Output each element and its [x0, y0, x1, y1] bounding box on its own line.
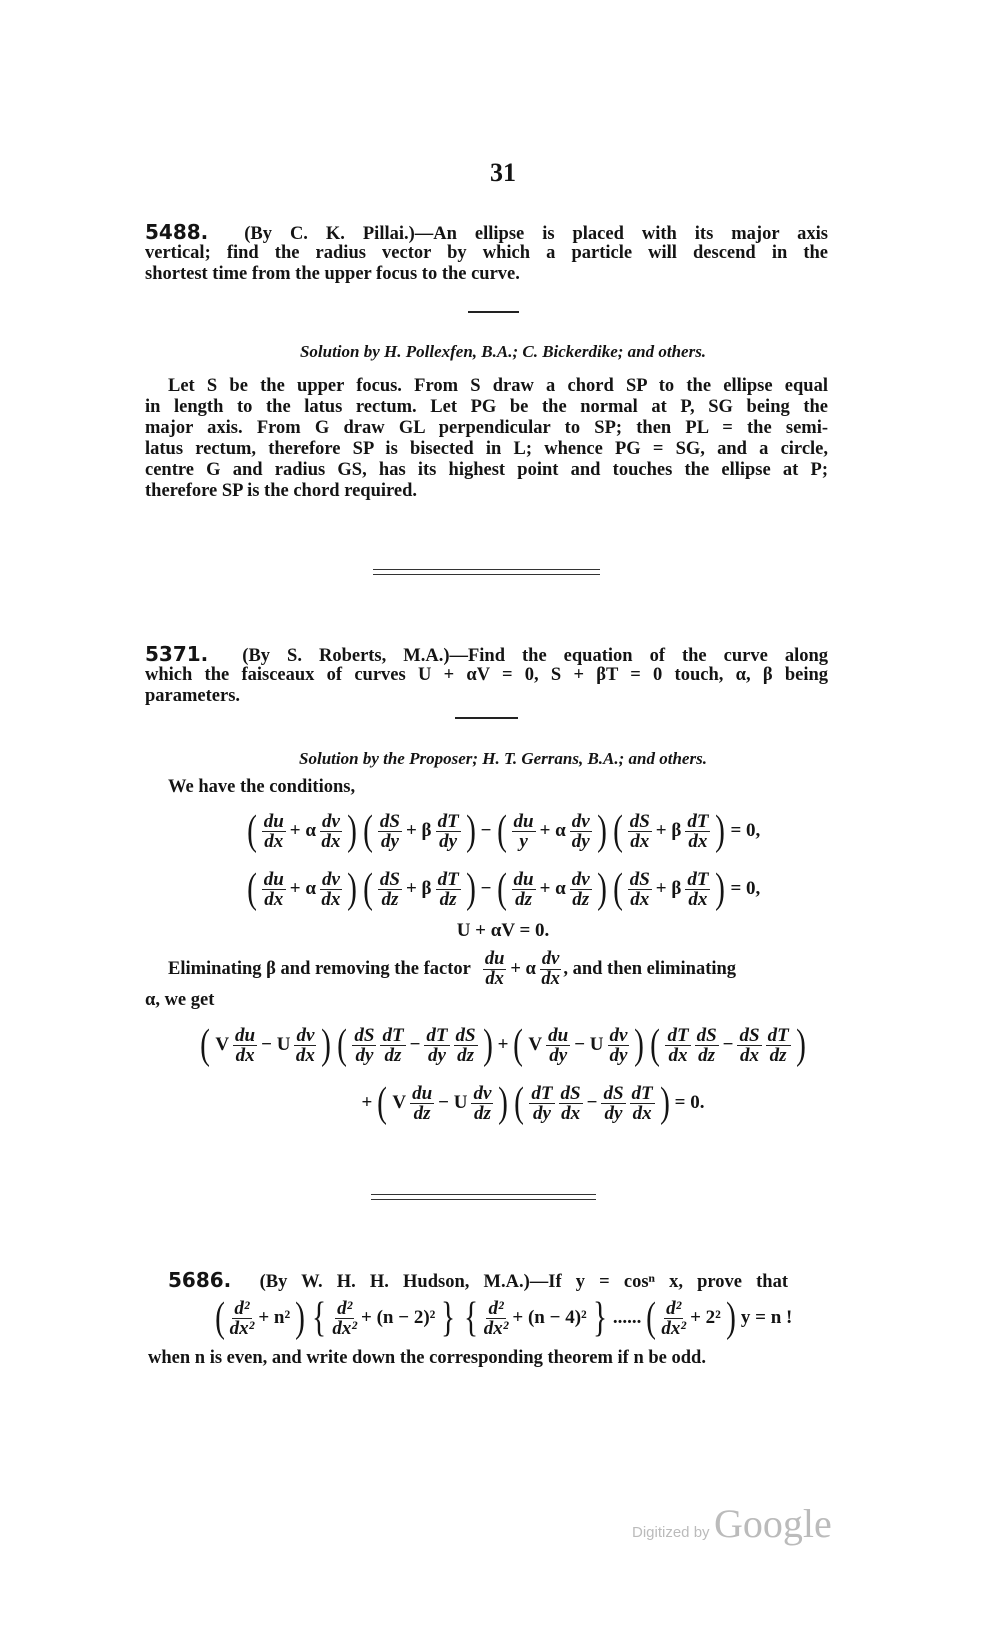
denominator: dz: [515, 888, 532, 910]
google-watermark: [632, 1500, 832, 1547]
denominator: dx: [630, 888, 650, 910]
math-term: + 2²: [690, 1307, 721, 1328]
math-term: + β: [655, 820, 682, 841]
math-term: y = n !: [740, 1307, 793, 1328]
numerator: dS: [696, 1024, 717, 1046]
denominator: dy: [380, 830, 399, 852]
math-term: + (n − 4)²: [512, 1307, 587, 1328]
q5686-line-1: [168, 1270, 788, 1293]
fraction: [483, 950, 507, 989]
denominator: dx: [295, 1044, 315, 1066]
fraction: [630, 1084, 655, 1123]
numerator: dS: [455, 1024, 476, 1046]
fraction: [512, 812, 536, 851]
section-divider: [371, 1194, 596, 1200]
denominator: dy: [604, 1102, 623, 1124]
numerator: du: [235, 1024, 256, 1046]
problem-number: 5686.: [168, 1268, 232, 1292]
fraction: [570, 870, 592, 909]
denominator: dz: [384, 1044, 402, 1066]
divider: [468, 311, 519, 313]
solution-line: therefore SP is the chord required.: [145, 481, 417, 501]
bracket: (: [496, 866, 507, 912]
math-term: +: [497, 1034, 509, 1055]
fraction: [628, 812, 652, 851]
denominator: dy: [609, 1044, 628, 1066]
fraction: [665, 1026, 690, 1065]
bracket: ): [465, 866, 476, 912]
fraction: [436, 870, 461, 909]
equation-3: [0, 920, 1006, 942]
bracket: ): [634, 1022, 645, 1068]
bracket: (: [612, 808, 623, 854]
denominator: dy: [355, 1044, 374, 1066]
fraction: [262, 812, 286, 851]
math-term: −: [480, 878, 492, 899]
numerator: dT: [687, 810, 709, 832]
math-term: − U: [438, 1092, 468, 1113]
denominator: dx²: [229, 1317, 255, 1339]
denominator: dx: [264, 888, 284, 910]
problem-text: (By S. Roberts, M.A.)—Find the equation of the curve along: [242, 646, 829, 666]
fraction: [378, 870, 402, 909]
denominator: dz: [413, 1102, 431, 1124]
fraction: [454, 1026, 478, 1065]
theorem-equation: [0, 1297, 1006, 1339]
math-term: + α: [289, 878, 316, 899]
fraction: [320, 870, 342, 909]
fraction: [380, 1026, 405, 1065]
text: Eliminating β and removing the factor: [168, 959, 471, 979]
problem-number: 5488.: [145, 220, 209, 244]
denominator: dy: [571, 830, 590, 852]
bracket: ): [596, 808, 607, 854]
numerator: dT: [531, 1082, 553, 1104]
q5371-line-1: [145, 644, 828, 667]
denominator: dx: [740, 1044, 760, 1066]
page-number: 31: [490, 158, 516, 187]
numerator: du: [548, 1024, 569, 1046]
q5488-line-1: [145, 222, 828, 245]
fraction: [766, 1026, 791, 1065]
bracket: (: [514, 1080, 525, 1126]
bracket: (: [246, 808, 257, 854]
problem-text: (By W. H. H. Hudson, M.A.)—If y = cosⁿ x, prove that: [259, 1272, 789, 1292]
denominator: dz: [698, 1044, 716, 1066]
numerator: dv: [321, 868, 340, 890]
numerator: du: [513, 868, 534, 890]
solution-heading: Solution by H. Pollexfen, B.A.; C. Bickerdike; and others.: [299, 342, 707, 361]
text: , and then eliminating: [563, 959, 737, 979]
denominator: dy: [533, 1102, 551, 1124]
solution-line: Let S be the upper focus. From S draw a chord SP to the ellipse equal: [168, 376, 828, 396]
numerator: dT: [437, 868, 459, 890]
numerator: dT: [767, 1024, 789, 1046]
denominator: dx: [668, 1044, 688, 1066]
fraction: [262, 870, 286, 909]
numerator: dS: [379, 868, 400, 890]
denominator: dz: [457, 1044, 474, 1066]
denominator: dz: [572, 888, 590, 910]
denominator: dx: [321, 830, 341, 852]
math-term: + α: [539, 878, 566, 899]
numerator: d²: [337, 1297, 353, 1319]
numerator: dS: [354, 1024, 375, 1046]
section-divider: [373, 569, 600, 575]
bracket: (: [337, 1022, 348, 1068]
bracket: ): [482, 1022, 493, 1068]
numerator: dS: [629, 868, 650, 890]
numerator: dv: [571, 810, 590, 832]
bracket: (: [612, 866, 623, 912]
fraction: [294, 1026, 316, 1065]
elimination-line-2: α, we get: [145, 990, 215, 1010]
bracket: ): [346, 808, 357, 854]
bracket: ): [596, 866, 607, 912]
bracket: ): [725, 1295, 736, 1341]
fraction: [471, 1084, 493, 1123]
denominator: dx²: [332, 1317, 358, 1339]
numerator: du: [263, 810, 284, 832]
fraction: [233, 1026, 257, 1065]
fraction: [352, 1026, 376, 1065]
bracket: ): [715, 808, 726, 854]
bracket: ): [715, 866, 726, 912]
bracket: {: [463, 1295, 478, 1341]
math-term: + (n − 2)²: [361, 1307, 436, 1328]
fraction: [601, 1084, 625, 1123]
math-term: V: [392, 1092, 407, 1113]
math-term: − U: [261, 1034, 291, 1055]
problem-text: (By C. K. Pillai.)—An ellipse is placed with its major axis: [244, 224, 829, 244]
math-term: −: [480, 820, 492, 841]
divider: [455, 717, 518, 719]
numerator: dT: [631, 1082, 653, 1104]
solution-heading: Solution by the Proposer; H. T. Gerrans, B.A.; and others.: [299, 749, 707, 768]
denominator: dy: [549, 1044, 568, 1066]
bracket: ): [346, 866, 357, 912]
equation-2: [0, 868, 1006, 910]
watermark-prefix: Digitized by: [632, 1524, 710, 1541]
math-term: U + αV = 0.: [456, 920, 550, 941]
math-term: V: [215, 1034, 230, 1055]
numerator: d²: [488, 1297, 504, 1319]
math-term: ......: [612, 1307, 642, 1328]
fraction: [559, 1084, 583, 1123]
numerator: dT: [382, 1024, 404, 1046]
solution-line: centre G and radius GS, has its highest point and touches the ellipse at P;: [145, 460, 828, 480]
denominator: dx: [630, 830, 650, 852]
bracket: ): [795, 1022, 806, 1068]
solution-intro: We have the conditions,: [168, 777, 356, 797]
denominator: dy: [427, 1044, 446, 1066]
problem-number: 5371.: [145, 642, 209, 666]
fraction: [410, 1084, 434, 1123]
numerator: dS: [603, 1082, 624, 1104]
solution-line: in length to the latus rectum. Let PG be the normal at P, SG being the: [145, 397, 828, 417]
watermark-logo: Google: [714, 1501, 832, 1546]
q5371-line-3: parameters.: [145, 686, 241, 706]
numerator: dS: [629, 810, 650, 832]
fraction: [685, 812, 710, 851]
result-equation-1: [0, 1024, 1006, 1066]
bracket: (: [496, 808, 507, 854]
fraction: [529, 1084, 554, 1123]
bracket: (: [246, 866, 257, 912]
bracket: (: [646, 1295, 657, 1341]
numerator: du: [263, 868, 284, 890]
elimination-line: [168, 950, 828, 989]
numerator: dS: [379, 810, 400, 832]
numerator: dv: [296, 1024, 315, 1046]
bracket: ): [659, 1080, 670, 1126]
numerator: du: [513, 810, 534, 832]
q5371-line-2: which the faisceaux of curves U + αV = 0, S + βT = 0 touch, α, β being: [145, 665, 828, 685]
numerator: dT: [687, 868, 709, 890]
math-term: + α: [510, 959, 536, 979]
denominator: dx: [688, 830, 708, 852]
math-term: −: [409, 1034, 421, 1055]
bracket: ): [295, 1295, 306, 1341]
bracket: }: [441, 1295, 456, 1341]
bracket: }: [592, 1295, 607, 1341]
fraction: [546, 1026, 570, 1065]
math-term: = 0,: [730, 820, 761, 841]
denominator: y: [519, 830, 528, 852]
denominator: dz: [474, 1102, 491, 1124]
result-equation-2: [0, 1082, 1006, 1124]
numerator: dT: [667, 1024, 689, 1046]
math-term: + β: [405, 820, 432, 841]
numerator: du: [484, 949, 505, 969]
q5488-line-3: shortest time from the upper focus to the curve.: [145, 264, 520, 284]
bracket: {: [312, 1295, 327, 1341]
fraction: [628, 870, 652, 909]
bracket: (: [200, 1022, 211, 1068]
numerator: d²: [666, 1297, 682, 1319]
bracket: (: [362, 866, 373, 912]
bracket: (: [377, 1080, 388, 1126]
math-term: V: [528, 1034, 543, 1055]
bracket: (: [650, 1022, 661, 1068]
denominator: dx: [688, 888, 708, 910]
denominator: dx²: [483, 1317, 509, 1339]
denominator: dx: [561, 1102, 581, 1124]
math-term: −: [722, 1034, 734, 1055]
fraction: [608, 1026, 630, 1065]
numerator: dv: [541, 949, 560, 969]
fraction: [436, 812, 461, 851]
numerator: dT: [426, 1024, 448, 1046]
numerator: d²: [234, 1297, 250, 1319]
fraction: [661, 1299, 686, 1338]
fraction: [570, 812, 592, 851]
math-term: + n²: [258, 1307, 291, 1328]
solution-line: major axis. From G draw GL perpendicular to SP; then PL = the semi-: [145, 418, 828, 438]
numerator: dS: [739, 1024, 760, 1046]
fraction: [484, 1299, 509, 1338]
bracket: ): [321, 1022, 332, 1068]
bracket: (: [513, 1022, 524, 1068]
math-term: + β: [405, 878, 432, 899]
denominator: dx: [485, 969, 504, 989]
fraction: [378, 812, 402, 851]
fraction: [230, 1299, 255, 1338]
fraction: [320, 812, 342, 851]
denominator: dx: [632, 1102, 652, 1124]
math-term: −: [586, 1092, 598, 1113]
fraction: [512, 870, 536, 909]
denominator: dx²: [661, 1317, 687, 1339]
math-term: + α: [539, 820, 566, 841]
math-term: = 0.: [674, 1092, 705, 1113]
denominator: dx: [541, 969, 560, 989]
denominator: dx: [235, 1044, 255, 1066]
denominator: dz: [439, 888, 457, 910]
numerator: du: [412, 1082, 433, 1104]
fraction: [332, 1299, 357, 1338]
math-term: + β: [655, 878, 682, 899]
math-term: − U: [574, 1034, 604, 1055]
denominator: dz: [381, 888, 399, 910]
fraction: [424, 1026, 449, 1065]
q5488-line-2: vertical; find the radius vector by which a particle will descend in the: [145, 243, 828, 263]
math-term: = 0,: [730, 878, 761, 899]
numerator: dv: [571, 868, 590, 890]
math-term: +: [361, 1092, 373, 1113]
numerator: dv: [473, 1082, 492, 1104]
denominator: dy: [439, 830, 458, 852]
bracket: (: [362, 808, 373, 854]
math-term: + α: [289, 820, 316, 841]
factor-expression: [481, 950, 564, 989]
denominator: dx: [264, 830, 284, 852]
bracket: ): [498, 1080, 509, 1126]
fraction: [685, 870, 710, 909]
q5686-last-line: when n is even, and write down the corresponding theorem if n be odd.: [148, 1348, 706, 1368]
fraction: [737, 1026, 761, 1065]
fraction: [540, 950, 561, 989]
equation-1: [0, 810, 1006, 852]
fraction: [695, 1026, 719, 1065]
numerator: dS: [560, 1082, 581, 1104]
numerator: dv: [321, 810, 340, 832]
bracket: (: [214, 1295, 225, 1341]
bracket: ): [465, 808, 476, 854]
solution-line: latus rectum, therefore SP is bisected in L; whence PG = SG, and a circle,: [145, 439, 828, 459]
numerator: dv: [609, 1024, 628, 1046]
denominator: dz: [769, 1044, 787, 1066]
numerator: dT: [437, 810, 459, 832]
denominator: dx: [321, 888, 341, 910]
